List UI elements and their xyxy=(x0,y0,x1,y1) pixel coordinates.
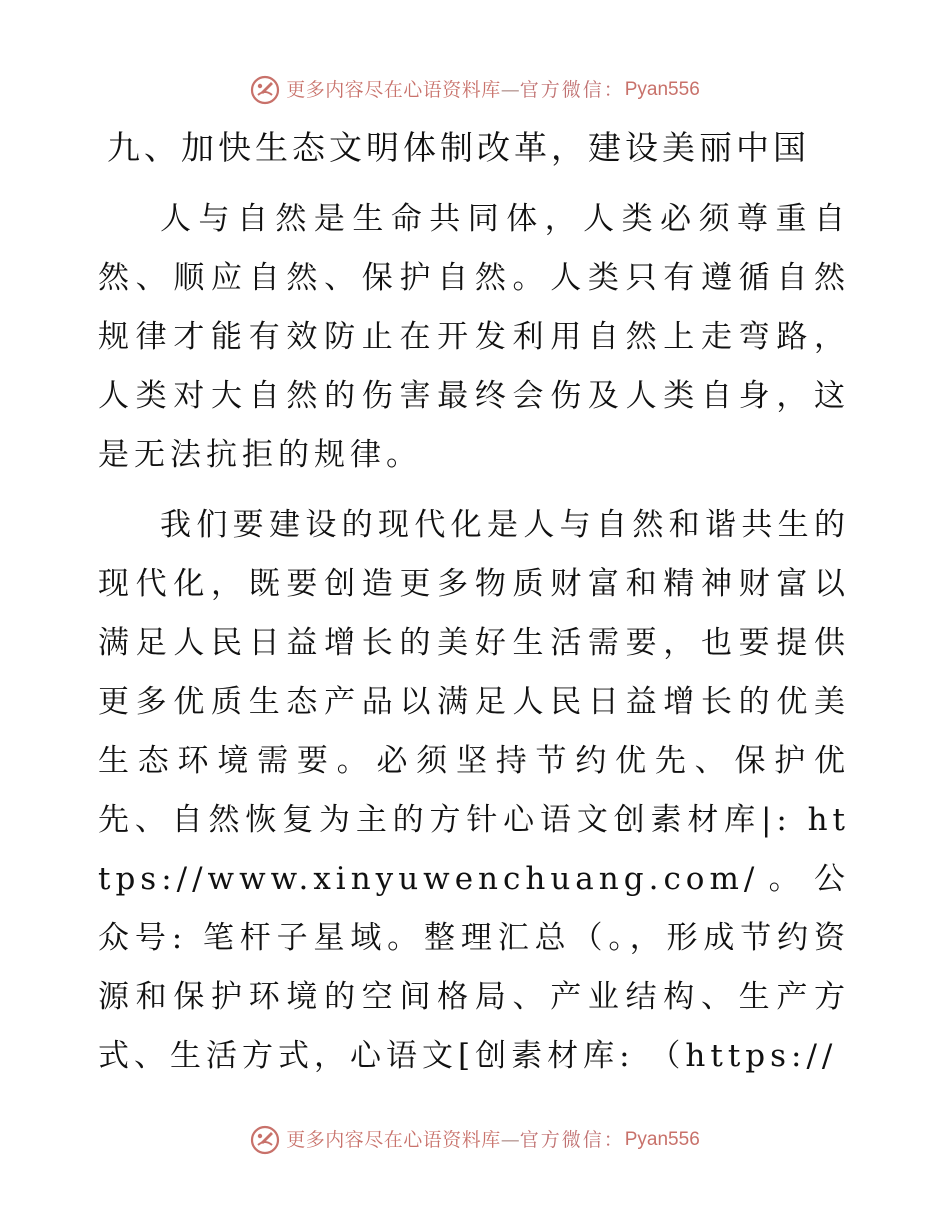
banner-wechat-id: Pyan556 xyxy=(624,1129,700,1150)
book-quill-logo-icon xyxy=(250,75,280,105)
banner-dash: — xyxy=(500,79,520,101)
section-heading: 九、加快生态文明体制改革，建设美丽中国 xyxy=(107,128,810,167)
banner-text: 更多内容尽在心语资料库 xyxy=(286,79,501,101)
banner-wechat-label: 官方微信： xyxy=(519,1129,625,1151)
banner-text: 更多内容尽在心语资料库 xyxy=(286,1129,501,1151)
banner-wechat-label: 官方微信： xyxy=(519,79,625,101)
book-quill-logo-icon xyxy=(250,1125,280,1155)
paragraph-2: 我们要建设的现代化是人与自然和谐共生的现代化，既要创造更多物质财富和精神财富以满足人民日益增长的美好生活需要，也要提供更多优质生态产品以满足人民日益增长的优美生态环境需要。必须坚持节约优先、保护优先、自然恢复为主的方针心语文创素材库|: https://www.xinyuwenchuang.com/。公众号: 笔杆子星域。整理汇总（。，形成节约资源和保护环境的空间格局、产业结构、生产方式、生活方式，心语文[创素材库: （https:// xyxy=(98,507,850,1074)
banner-wechat-id: Pyan556 xyxy=(624,79,700,100)
banner-dash: — xyxy=(500,1129,520,1151)
header-banner xyxy=(0,72,950,108)
footer-banner xyxy=(0,1122,950,1158)
paragraph-1: 人与自然是生命共同体，人类必须尊重自然、顺应自然、保护自然。人类只有遵循自然规律才能有效防止在开发利用自然上走弯路，人类对大自然的伤害最终会伤及人类自身，这是无法抗拒的规律。 xyxy=(98,201,850,473)
